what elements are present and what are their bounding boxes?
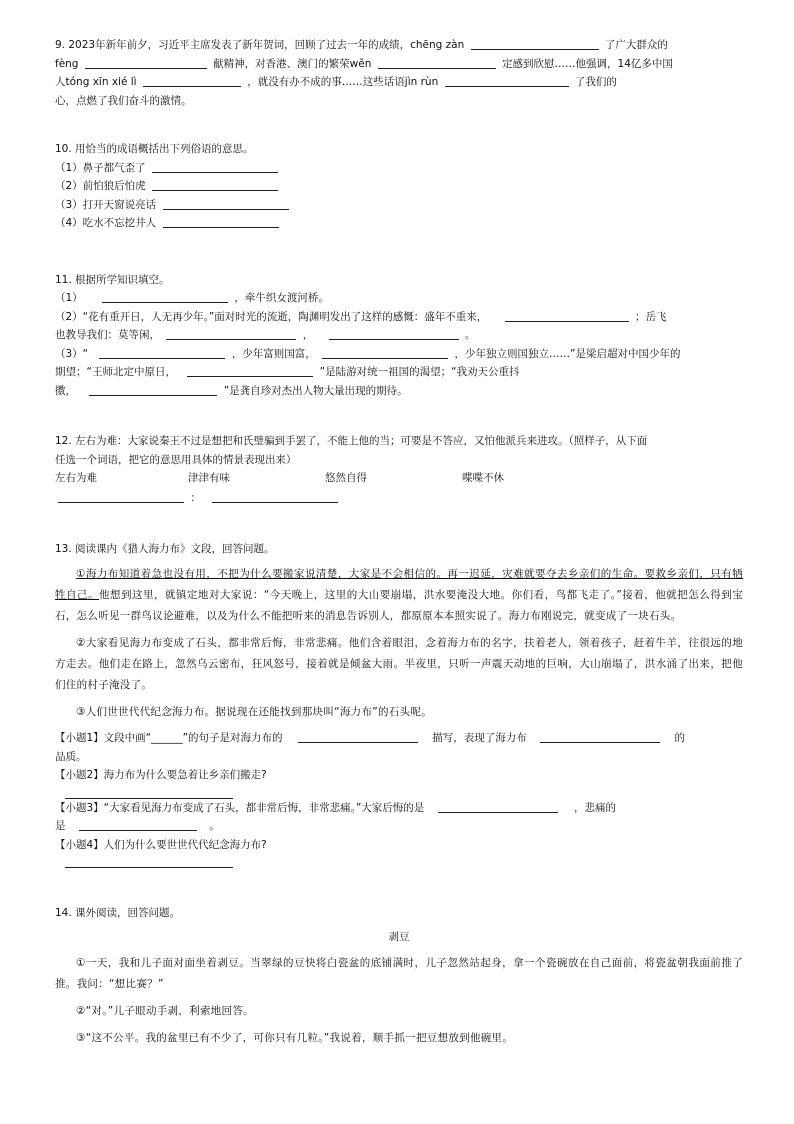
q9-line2-tail: 定感到欣慰……他强调，14亿多中国 xyxy=(502,57,673,70)
q12-colon: ： xyxy=(190,492,201,504)
q10-blank-3[interactable] xyxy=(163,197,289,210)
q12-line2: 任选一个词语，把它的意思用具体的情景表现出来） xyxy=(55,453,297,466)
q9-blank-jinrun[interactable] xyxy=(445,74,569,87)
q14-title: 14. 课外阅读，回答问题。 xyxy=(55,907,181,919)
q10-blank-1[interactable] xyxy=(152,160,278,173)
q13-sub1-text: 【小题1】文段中画“______”的句子是对海力布的 xyxy=(55,732,283,744)
q9-blank-chengzan[interactable] xyxy=(471,37,599,50)
q12-blank-idiom[interactable] xyxy=(58,490,184,503)
q13-sub1-blank-2[interactable] xyxy=(540,730,660,743)
question-12 xyxy=(55,432,743,508)
q12-idiom-1: 左右为难 xyxy=(55,472,97,484)
q11-line4-start: （3）“ xyxy=(55,347,89,360)
q11-blank-4[interactable] xyxy=(329,327,459,340)
q11-blank-6[interactable] xyxy=(322,346,448,359)
q13-paragraph-2: ②大家看见海力布变成了石头，都非常后悔，非常悲痛。他们含着眼泪，念着海力布的名字，扶着老人，领着孩子，赶着牛羊，往很远的地方走去。他们走在路上，忽然乌云密布，狂风怒号，接着就是倾盆大雨。半夜里，只听一声震天动地的巨响，大山崩塌了，洪水涌了出来，把他们住的村子淹没了。 xyxy=(55,637,743,691)
q12-line1: 12. 左右为难：大家说秦王不过是想把和氏璧骗到手罢了，不能上他的当；可要是不答应，又怕他派兵来进攻。（照样子，从下面 xyxy=(55,435,648,447)
question-13 xyxy=(55,540,743,865)
q10-blank-4[interactable] xyxy=(163,215,279,228)
q13-sub3-text: 【小题3】“大家看见海力布变成了石头，都非常后悔，非常悲痛。”大家后悔的是 xyxy=(55,801,425,814)
q9-blank-wen[interactable] xyxy=(378,56,496,69)
q13-sub1-mid: 描写，表现了海力布 xyxy=(432,732,527,744)
q11-blank-2[interactable] xyxy=(505,309,629,322)
q9-line2-start: fèng xyxy=(55,57,79,70)
q9-blank-tongxinxieli[interactable] xyxy=(143,74,241,87)
q11-blank-3[interactable] xyxy=(166,327,296,340)
q11-line2-tail: ；岳飞 xyxy=(635,310,667,323)
q9-blank-feng[interactable] xyxy=(85,56,207,69)
q9-line4: 心，点燃了我们奋斗的激情。 xyxy=(55,94,192,107)
q14-paragraph-3: ③“这不公平。我的盆里已有不少了，可你只有几粒。”我说着，顺手抓一把豆想放到他碗里。 xyxy=(76,1031,514,1044)
q12-idiom-2: 津津有味 xyxy=(188,472,230,484)
q10-item-2: （2）前怕狼后怕虎 xyxy=(55,180,146,192)
q14-paragraph-2: ②“对。”儿子眼动手剥，利索地回答。 xyxy=(76,1004,254,1017)
q13-paragraph-1 xyxy=(55,564,743,627)
q11-blank-8[interactable] xyxy=(89,383,217,396)
q13-underlined-sentence: ①海力布知道着急也没有用，不把为什么要搬家说清楚，大家是不会相信的。再一迟延，灾难就要夺去乡亲们的生命。要救乡亲们，只有牺牲自己。 xyxy=(55,568,743,601)
q13-sub1-tail: 的 xyxy=(674,732,685,744)
q13-sub4-blank[interactable] xyxy=(65,855,233,868)
q13-sub2: 【小题2】海力布为什么要急着让乡亲们搬走? xyxy=(55,769,267,781)
q13-sub3-end: 。 xyxy=(209,820,220,832)
question-14 xyxy=(55,904,743,1049)
q10-item-1: （1）鼻子都气歪了 xyxy=(55,161,146,174)
q12-idiom-4: 喋喋不休 xyxy=(462,472,504,484)
q11-line2-text: （2）“花有重开日，人无再少年。”面对时光的流逝，陶渊明发出了这样的感慨：盛年不重来， xyxy=(55,310,488,323)
q13-sub3-mid: ，悲痛的 xyxy=(574,801,616,814)
q11-line5-tail: ”是陆游对统一祖国的渴望；“我劝天公重抖 xyxy=(319,366,520,378)
q10-item-3: （3）打开天窗说亮话 xyxy=(55,198,157,211)
q13-sub4: 【小题4】人们为什么要世世代代纪念海力布? xyxy=(55,838,267,851)
q9-line1-tail: 了广大群众的 xyxy=(604,39,668,51)
q11-line1-start: （1） xyxy=(55,292,83,304)
q14-story-title: 剥豆 xyxy=(388,930,410,943)
q13-sub1-blank-1[interactable] xyxy=(298,730,418,743)
q11-line4-mid: ，少年富则国富， xyxy=(231,347,316,360)
q11-line3-start: 也教导我们：莫等闲， xyxy=(55,329,160,341)
q12-idiom-3: 悠然自得 xyxy=(325,472,367,484)
q12-idiom-row xyxy=(55,469,743,487)
q11-title: 11. 根据所学知识填空。 xyxy=(55,273,170,286)
q13-sub2-blank[interactable] xyxy=(65,786,233,799)
question-10 xyxy=(55,140,743,233)
q11-line4-tail: ，少年独立则国独立……”是梁启超对中国少年的 xyxy=(454,347,681,360)
q11-line3-period: 。 xyxy=(464,329,476,341)
q11-blank-7[interactable] xyxy=(187,364,313,377)
q13-title: 13. 阅读课内《猎人海力布》文段，回答问题。 xyxy=(55,542,275,555)
q9-line1-text: 9. 2023年新年前夕，习近平主席发表了新年贺词，回顾了过去一年的成绩，chēng zàn xyxy=(55,39,465,51)
q9-line3-mid: ，就没有办不成的事……这些话语jìn rùn xyxy=(247,76,439,88)
q11-line1-tail: ，牵牛织女渡河桥。 xyxy=(234,292,329,304)
q9-line2-mid: 献精神，对香港、澳门的繁荣wěn xyxy=(213,57,372,70)
q11-line6-tail: ”是龚自珍对杰出人物大量出现的期待。 xyxy=(223,384,408,397)
worksheet-page xyxy=(55,36,743,1049)
q11-blank-1[interactable] xyxy=(102,290,228,303)
q11-line6-start: 擞， xyxy=(55,384,76,397)
q10-title: 10. 用恰当的成语概括出下列俗语的意思。 xyxy=(55,143,254,155)
q10-blank-2[interactable] xyxy=(152,178,278,191)
question-11 xyxy=(55,271,743,401)
q13-sub3-blank-2[interactable] xyxy=(79,818,197,831)
q13-sub3-blank-1[interactable] xyxy=(438,800,558,813)
q12-blank-scene[interactable] xyxy=(212,490,338,503)
q13-paragraph-1-rest: 他想到这里，就镇定地对大家说：“今天晚上，这里的大山要崩塌，洪水要淹没大地。你们看，鸟都飞走了。”接着，他就把怎么得到宝石，怎么听见一群鸟议论避难，以及为什么不能把听来的消息告诉别人，都原原本本照实说了。海力布刚说完，就变成了一块石头。 xyxy=(55,589,743,622)
q11-line3-comma: ， xyxy=(302,329,314,341)
q11-blank-5[interactable] xyxy=(99,346,225,359)
q9-line3-start: 人tóng xīn xié lì xyxy=(55,76,137,88)
q11-line5-start: 期望；“王师北定中原日， xyxy=(55,366,176,378)
q14-paragraph-1: ①一天，我和儿子面对面坐着剥豆。当翠绿的豆快将白瓷盆的底铺满时，儿子忽然站起身，拿一个瓷碗放在自己面前，将瓷盆朝我面前推了推。我问：“想比赛？” xyxy=(55,956,743,990)
q9-line3-tail: 了我们的 xyxy=(574,76,617,88)
question-9 xyxy=(55,36,743,110)
q13-sub1-end: 品质。 xyxy=(55,750,87,763)
q13-sub3-shi: 是 xyxy=(55,820,66,832)
q10-item-4: （4）吃水不忘挖井人 xyxy=(55,217,157,229)
q13-paragraph-3: ③人们世世代代纪念海力布。据说现在还能找到那块叫“海力布”的石头呢。 xyxy=(76,706,432,718)
